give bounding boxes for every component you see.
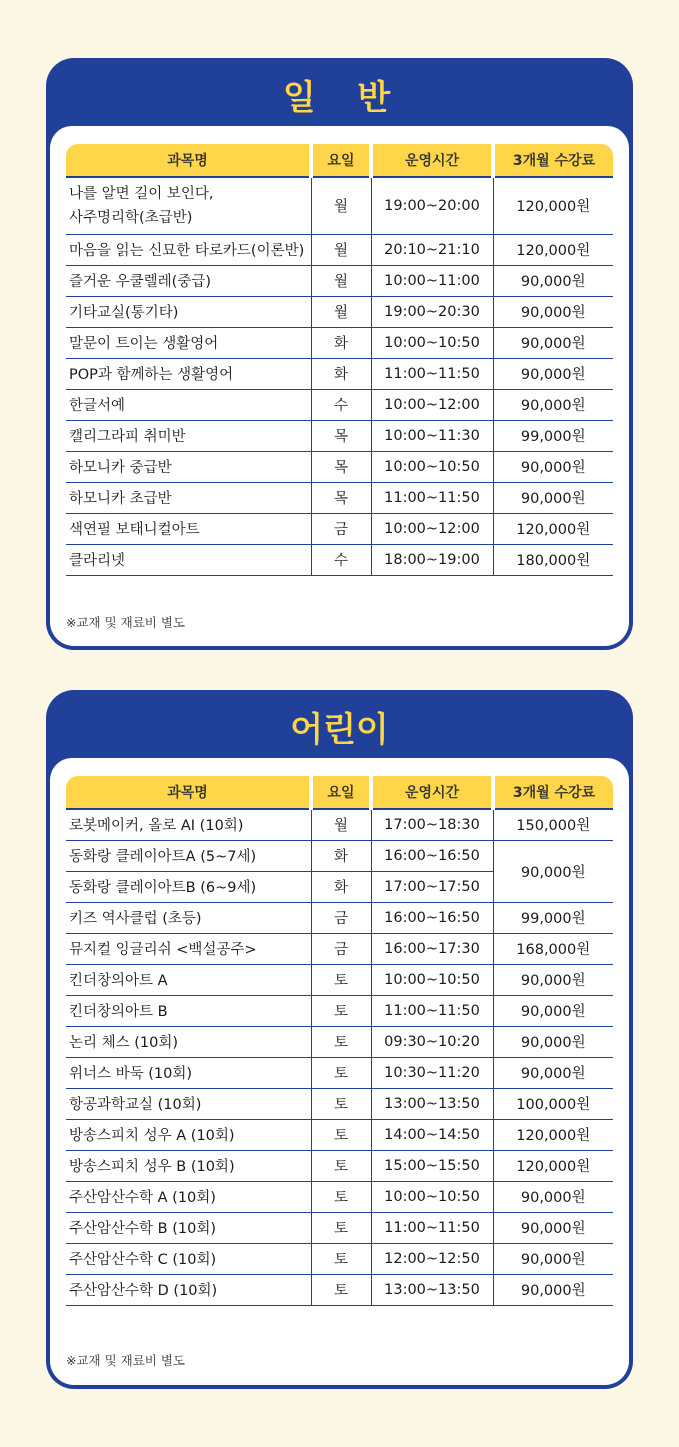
table-row [66,544,613,575]
course-name-cell [66,177,311,234]
table-row [66,1212,613,1243]
day-cell: 월 [311,296,371,327]
time-cell: 11:00~11:50 [371,482,493,513]
fee-cell: 120,000원 [493,513,613,544]
table-row [66,1057,613,1088]
table-row [66,327,613,358]
fee-cell: 99,000원 [493,902,613,933]
header-fee: 3개월 수강료 [493,776,613,809]
table-row [66,358,613,389]
course-name-cell: 하모니카 중급반 [66,451,311,482]
course-name-cell: 색연필 보태니컬아트 [66,513,311,544]
header-day: 요일 [311,776,371,809]
time-cell: 18:00~19:00 [371,544,493,575]
time-cell: 10:00~12:00 [371,389,493,420]
general-course-table [66,144,613,576]
table-row [66,265,613,296]
day-cell: 토 [311,964,371,995]
day-cell: 토 [311,1057,371,1088]
fee-cell: 90,000원 [493,1026,613,1057]
fee-cell: 90,000원 [493,482,613,513]
materials-note: ※교재 및 재료비 별도 [66,615,185,630]
course-name-cell: 동화랑 클레이아트A (5~7세) [66,840,311,871]
table-row [66,964,613,995]
course-name-cell: 동화랑 클레이아트B (6~9세) [66,871,311,902]
time-cell: 10:00~10:50 [371,327,493,358]
day-cell: 금 [311,513,371,544]
fee-cell: 90,000원 [493,1181,613,1212]
fee-cell: 180,000원 [493,544,613,575]
course-name-cell: 뮤지컬 잉글리쉬 <백설공주> [66,933,311,964]
course-name-cell: 방송스피치 성우 A (10회) [66,1119,311,1150]
time-cell: 13:00~13:50 [371,1274,493,1305]
fee-cell: 120,000원 [493,234,613,265]
day-cell: 월 [311,234,371,265]
day-cell: 금 [311,902,371,933]
course-name-cell: 주산암산수학 B (10회) [66,1212,311,1243]
fee-cell: 120,000원 [493,177,613,234]
header-time: 운영시간 [371,144,493,177]
table-row [66,809,613,840]
day-cell: 금 [311,933,371,964]
fee-cell: 90,000원 [493,451,613,482]
time-cell: 11:00~11:50 [371,995,493,1026]
fee-cell: 90,000원 [493,389,613,420]
day-cell: 토 [311,1088,371,1119]
day-cell: 화 [311,358,371,389]
day-cell: 목 [311,420,371,451]
time-cell: 10:00~10:50 [371,964,493,995]
table-row [66,389,613,420]
time-cell: 19:00~20:00 [371,177,493,234]
table-row [66,995,613,1026]
table-row [66,234,613,265]
materials-note: ※교재 및 재료비 별도 [66,1353,185,1368]
course-name-cell: 항공과학교실 (10회) [66,1088,311,1119]
fee-cell: 120,000원 [493,1150,613,1181]
day-cell: 화 [311,327,371,358]
table-row [66,1181,613,1212]
day-cell: 수 [311,389,371,420]
course-name-cell: 주산암산수학 C (10회) [66,1243,311,1274]
table-row [66,451,613,482]
general-section-card [46,58,633,650]
day-cell: 월 [311,177,371,234]
fee-cell: 90,000원 [493,1274,613,1305]
table-row [66,1088,613,1119]
course-name-cell: 클라리넷 [66,544,311,575]
table-row [66,513,613,544]
day-cell: 토 [311,1181,371,1212]
course-name-cell: 킨더창의아트 A [66,964,311,995]
kids-section-panel [50,758,629,1385]
course-name-cell: 즐거운 우쿨렐레(중급) [66,265,311,296]
course-name-cell: 한글서예 [66,389,311,420]
fee-cell: 150,000원 [493,809,613,840]
header-course-name: 과목명 [66,776,311,809]
course-name-cell: 말문이 트이는 생활영어 [66,327,311,358]
day-cell: 토 [311,1212,371,1243]
time-cell: 19:00~20:30 [371,296,493,327]
time-cell: 10:00~10:50 [371,1181,493,1212]
course-name-cell: 캘리그라피 취미반 [66,420,311,451]
day-cell: 토 [311,1026,371,1057]
header-fee: 3개월 수강료 [493,144,613,177]
course-name-cell: 주산암산수학 A (10회) [66,1181,311,1212]
kids-section-title: 어린이 [290,710,389,750]
course-name-cell: POP과 함께하는 생활영어 [66,358,311,389]
course-name-cell: 로봇메이커, 올로 AI (10회) [66,809,311,840]
table-header-row [66,144,613,177]
time-cell: 10:30~11:20 [371,1057,493,1088]
course-name-cell: 키즈 역사클럽 (초등) [66,902,311,933]
header-course-name: 과목명 [66,144,311,177]
table-row [66,296,613,327]
fee-cell: 90,000원 [493,1212,613,1243]
course-name-cell: 방송스피치 성우 B (10회) [66,1150,311,1181]
fee-cell: 90,000원 [493,1057,613,1088]
course-name-cell: 하모니카 초급반 [66,482,311,513]
general-section-title: 일 반 [282,78,397,118]
time-cell: 11:00~11:50 [371,358,493,389]
time-cell: 10:00~11:00 [371,265,493,296]
fee-cell: 90,000원 [493,296,613,327]
time-cell: 10:00~12:00 [371,513,493,544]
day-cell: 목 [311,482,371,513]
table-row [66,1274,613,1305]
time-cell: 14:00~14:50 [371,1119,493,1150]
day-cell: 토 [311,1119,371,1150]
course-name-line2: 사주명리학(초급반) [69,209,193,226]
time-cell: 17:00~17:50 [371,871,493,902]
day-cell: 화 [311,840,371,871]
day-cell: 월 [311,265,371,296]
time-cell: 09:30~10:20 [371,1026,493,1057]
fee-cell: 120,000원 [493,1119,613,1150]
course-name-cell: 마음을 읽는 신묘한 타로카드(이론반) [66,234,311,265]
day-cell: 토 [311,1150,371,1181]
table-row [66,1150,613,1181]
day-cell: 수 [311,544,371,575]
time-cell: 13:00~13:50 [371,1088,493,1119]
time-cell: 10:00~10:50 [371,451,493,482]
general-section-panel [50,126,629,646]
time-cell: 11:00~11:50 [371,1212,493,1243]
fee-cell: 90,000원 [493,1243,613,1274]
table-row [66,1119,613,1150]
course-name-cell: 위너스 바둑 (10회) [66,1057,311,1088]
header-time: 운영시간 [371,776,493,809]
course-name-cell: 주산암산수학 D (10회) [66,1274,311,1305]
time-cell: 15:00~15:50 [371,1150,493,1181]
fee-cell: 90,000원 [493,358,613,389]
course-name-cell: 기타교실(통기타) [66,296,311,327]
table-row [66,1243,613,1274]
time-cell: 20:10~21:10 [371,234,493,265]
day-cell: 토 [311,1274,371,1305]
table-row [66,420,613,451]
fee-cell: 100,000원 [493,1088,613,1119]
course-name-line1: 나를 알면 길이 보인다, [69,185,214,202]
course-name-cell: 논리 체스 (10회) [66,1026,311,1057]
header-day: 요일 [311,144,371,177]
day-cell: 목 [311,451,371,482]
table-row [66,840,613,871]
day-cell: 화 [311,871,371,902]
day-cell: 월 [311,809,371,840]
fee-cell: 99,000원 [493,420,613,451]
time-cell: 12:00~12:50 [371,1243,493,1274]
fee-cell-merged: 90,000원 [493,840,613,902]
fee-cell: 90,000원 [493,327,613,358]
course-name-cell: 킨더창의아트 B [66,995,311,1026]
fee-cell: 90,000원 [493,265,613,296]
time-cell: 16:00~16:50 [371,840,493,871]
fee-cell: 90,000원 [493,995,613,1026]
table-row [66,933,613,964]
time-cell: 10:00~11:30 [371,420,493,451]
table-row [66,1026,613,1057]
fee-cell: 90,000원 [493,964,613,995]
table-row [66,177,613,234]
time-cell: 16:00~17:30 [371,933,493,964]
kids-course-table [66,776,613,1306]
table-header-row [66,776,613,809]
table-row [66,482,613,513]
day-cell: 토 [311,1243,371,1274]
time-cell: 17:00~18:30 [371,809,493,840]
day-cell: 토 [311,995,371,1026]
kids-section-card [46,690,633,1389]
table-row [66,902,613,933]
fee-cell: 168,000원 [493,933,613,964]
time-cell: 16:00~16:50 [371,902,493,933]
